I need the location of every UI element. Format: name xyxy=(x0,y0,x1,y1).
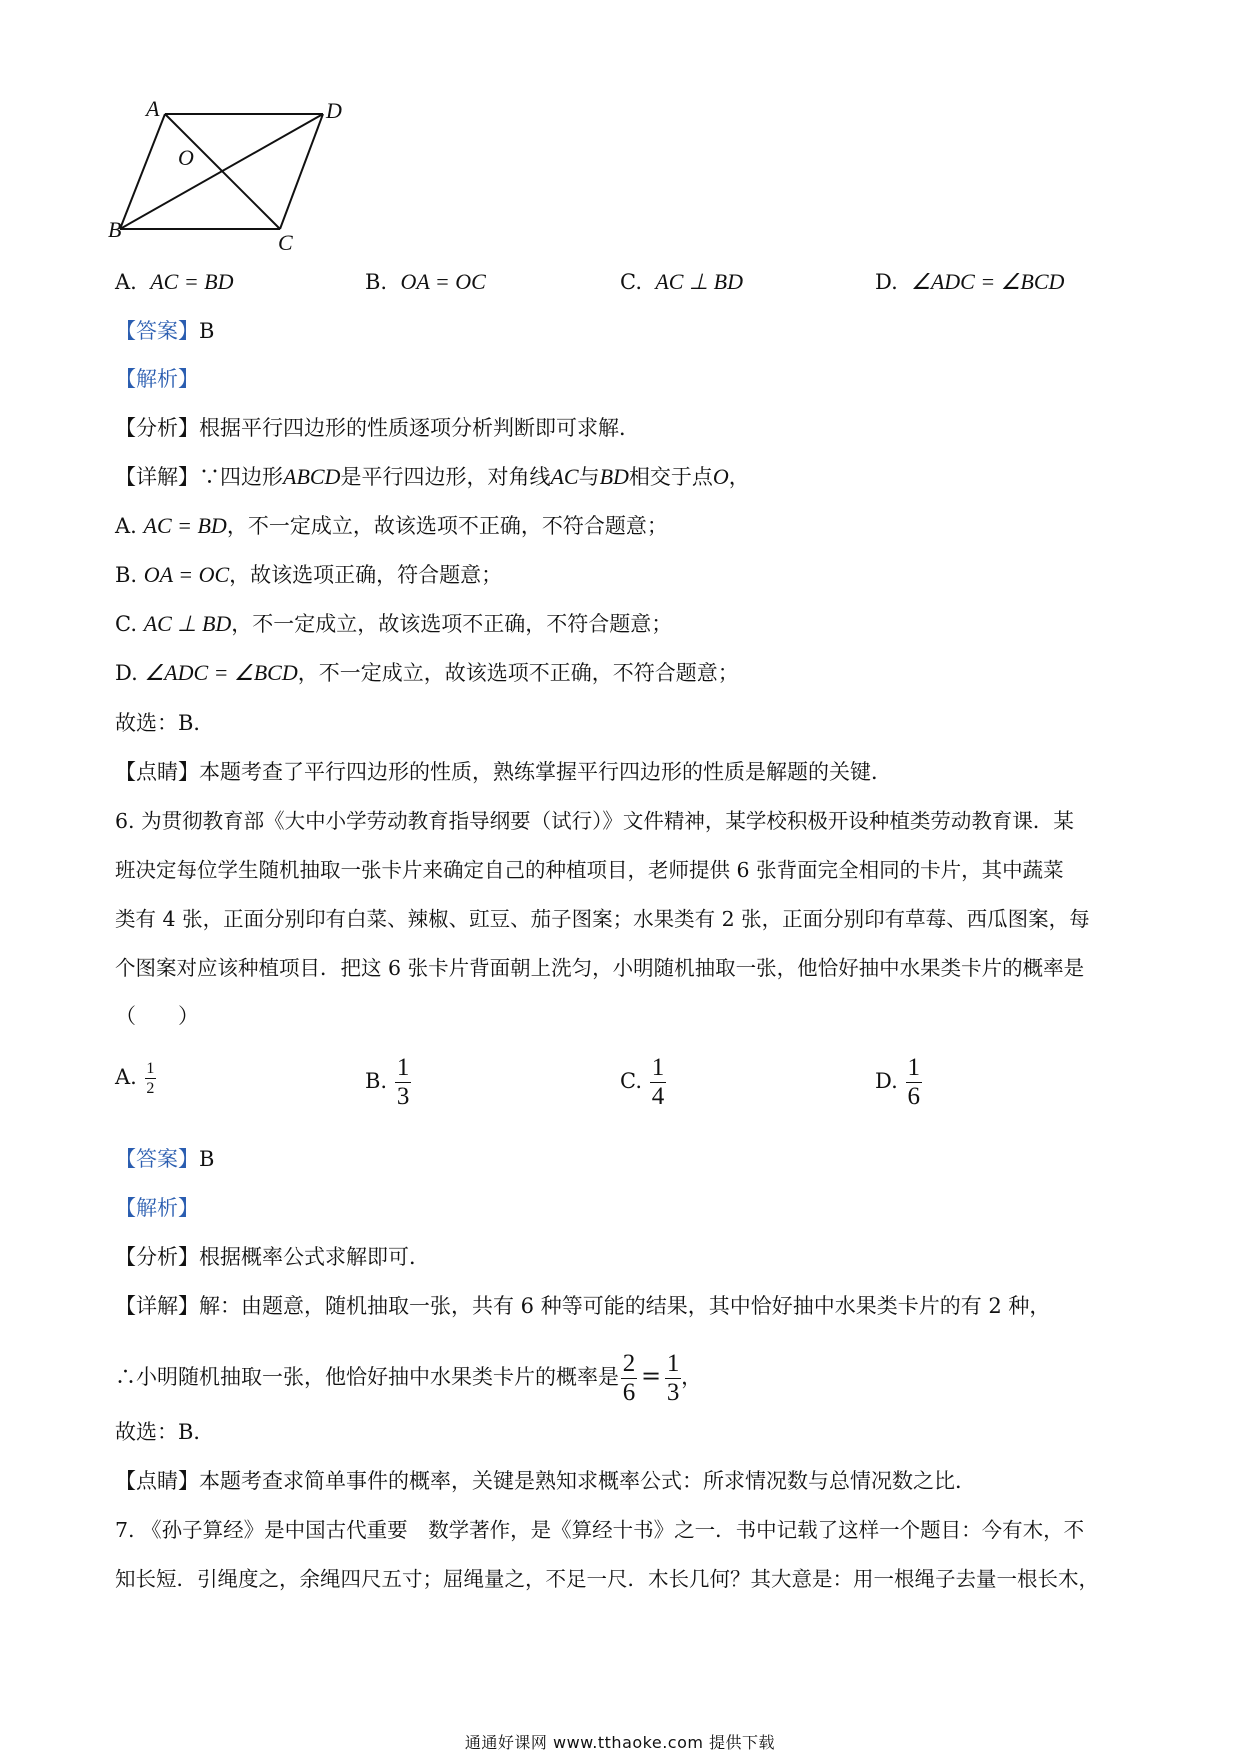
q5-option-b: B. OA = OC xyxy=(365,269,486,294)
vertex-a-label: A xyxy=(146,100,160,121)
q6-option-c: C. $\frac{1}{4}$ xyxy=(620,1054,665,1110)
q7-stem-line-1: 7. 《孙子算经》是中国古代重要 数学著作，是《算经十书》之一．书中记载了这样一个题目：今有木，不 xyxy=(115,1518,1085,1542)
q6-detail: 【详解】解：由题意，随机抽取一张，共有 6 种等可能的结果，其中恰好抽中水果类卡片的有 2 种， xyxy=(115,1294,1051,1318)
side-ba xyxy=(120,114,165,229)
q5-analysis: 【分析】根据平行四边形的性质逐项分析判断即可求解． xyxy=(115,416,640,440)
q5-detail-item-d: D. ∠ADC = ∠BCD，不一定成立，故该选项不正确，不符合题意； xyxy=(115,660,739,685)
vertex-o-label: O xyxy=(178,145,194,170)
parallelogram-figure xyxy=(108,100,358,250)
q5-detail-item-c: C. AC ⊥ BD，不一定成立，故该选项不正确，不符合题意； xyxy=(115,611,673,636)
q5-jiexi-heading: 【解析】 xyxy=(115,367,199,391)
q7-stem-line-2: 知长短．引绳度之，余绳四尺五寸；屈绳量之，不足一尺．木长几何？其大意是：用一根绳子去量一根长木， xyxy=(115,1567,1099,1591)
q5-option-c: C. AC ⊥ BD xyxy=(620,269,743,294)
page-footer: 通通好课网 www.tthaoke.com 提供下载 xyxy=(464,1733,776,1752)
q5-option-d: D. ∠ADC = ∠BCD xyxy=(875,269,1065,294)
vertex-b-label: B xyxy=(108,217,122,242)
q6-stem-line-1: 6. 为贯彻教育部《大中小学劳动教育指导纲要（试行）》文件精神，某学校积极开设种植类劳动教育课．某 xyxy=(115,809,1074,833)
q6-stem-line-4: 个图案对应该种植项目．把这 6 张卡片背面朝上洗匀，小明随机抽取一张，他恰好抽中水果类卡片的概率是 xyxy=(115,956,1085,980)
q6-stem-blank: （ ） xyxy=(115,1004,199,1028)
q6-comment: 【点睛】本题考查求简单事件的概率，关键是熟知求概率公式：所求情况数与总情况数之比． xyxy=(115,1469,976,1493)
q6-option-b: B. $\frac{1}{3}$ xyxy=(365,1054,410,1110)
q6-option-a: A. $\frac{1}{2}$ xyxy=(115,1060,155,1097)
q6-choose: 故选：B． xyxy=(115,1420,215,1444)
side-dc xyxy=(280,114,323,229)
q5-detail-item-a: A. AC = BD，不一定成立，故该选项不正确，不符合题意； xyxy=(115,513,668,538)
q6-answer: 【答案】B xyxy=(115,1147,215,1171)
q6-option-d: D. $\frac{1}{6}$ xyxy=(875,1054,921,1110)
vertex-c-label: C xyxy=(278,230,293,250)
q5-choose: 故选：B． xyxy=(115,711,215,735)
q6-analysis: 【分析】根据概率公式求解即可． xyxy=(115,1245,430,1269)
q6-stem-line-2: 班决定每位学生随机抽取一张卡片来确定自己的种植项目，老师提供 6 张背面完全相同的卡片，其中蔬菜 xyxy=(115,858,1064,882)
q5-detail-item-b: B. OA = OC，故该选项正确，符合题意； xyxy=(115,562,503,587)
q6-stem-line-3: 类有 4 张，正面分别印有白菜、辣椒、豇豆、茄子图案；水果类有 2 张，正面分别印有草莓、西瓜图案，每 xyxy=(115,907,1090,931)
q5-option-a: A. AC = BD xyxy=(115,269,234,294)
diagonal-bd xyxy=(120,114,323,229)
q5-detail: 【详解】∵四边形ABCD是平行四边形，对角线AC与BD相交于点O， xyxy=(115,464,750,489)
q5-answer: 【答案】B xyxy=(115,319,215,343)
q6-jiexi-heading: 【解析】 xyxy=(115,1196,199,1220)
q5-comment: 【点睛】本题考查了平行四边形的性质，熟练掌握平行四边形的性质是解题的关键． xyxy=(115,760,892,784)
q6-therefore: ∴小明随机抽取一张，他恰好抽中水果类卡片的概率是 $\frac{2}{6}$ = $\frac{1}{3}$ ， xyxy=(115,1350,703,1406)
vertex-d-label: D xyxy=(326,100,342,123)
